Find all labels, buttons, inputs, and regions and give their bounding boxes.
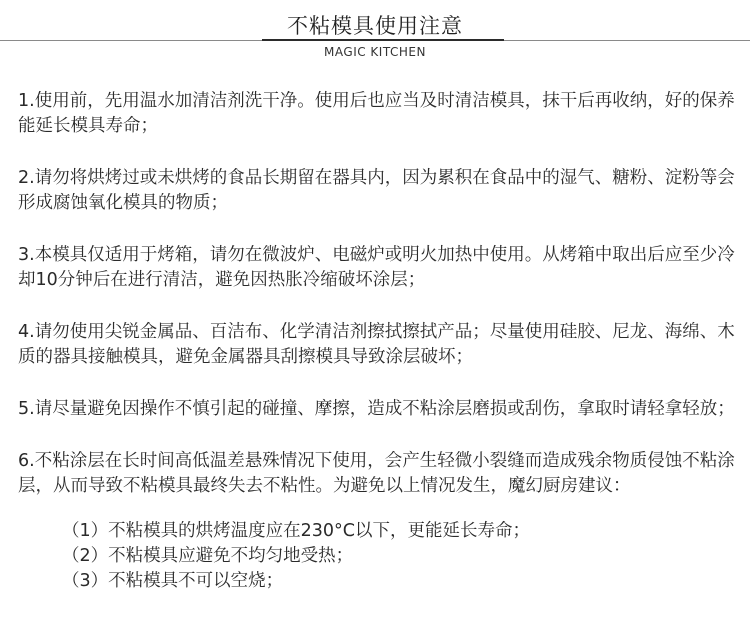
note-5: 5.请尽量避免因操作不慎引起的碰撞、摩擦，造成不粘涂层磨损或刮伤，拿取时请轻拿轻放； [18,399,735,419]
page-title: 不粘模具使用注意 [287,14,463,38]
note-3: 3.本模具仅适用于烤箱，请勿在微波炉、电磁炉或明火加热中使用。从烤箱中取出后应至少冷却10分钟后在进行清洁，避免因热胀冷缩破坏涂层； [18,245,735,290]
suggestion-item: （1）不粘模具的烘烤温度应在230°C以下，更能延长寿命； [62,521,531,541]
page-header [0,0,750,62]
suggestion-item: （2）不粘模具应避免不均匀地受热； [62,546,354,566]
header-divider-right [504,40,750,41]
suggestion-item: （3）不粘模具不可以空烧； [62,571,284,591]
note-1: 1.使用前，先用温水加清洁剂洗干净。使用后也应当及时清洁模具，抹干后再收纳，好的保养能延长模具寿命； [18,91,735,136]
note-4: 4.请勿使用尖锐金属品、百洁布、化学清洁剂擦拭擦拭产品；尽量使用硅胶、尼龙、海绵、木质的器具接触模具，避免金属器具刮擦模具导致涂层破坏； [18,322,735,367]
note-2: 2.请勿将烘烤过或未烘烤的食品长期留在器具内，因为累积在食品中的湿气、糖粉、淀粉等会形成腐蚀氧化模具的物质； [18,168,735,213]
note-6: 6.不粘涂层在长时间高低温差悬殊情况下使用，会产生轻微小裂缝而造成残余物质侵蚀不粘涂层，从而导致不粘模具最终失去不粘性。为避免以上情况发生，魔幻厨房建议： [18,451,735,496]
care-notes [18,89,748,594]
header-divider-center [262,39,504,41]
header-divider-left [0,40,262,41]
brand-subtitle: MAGIC KITCHEN [324,45,426,59]
suggestion-list [18,519,748,594]
